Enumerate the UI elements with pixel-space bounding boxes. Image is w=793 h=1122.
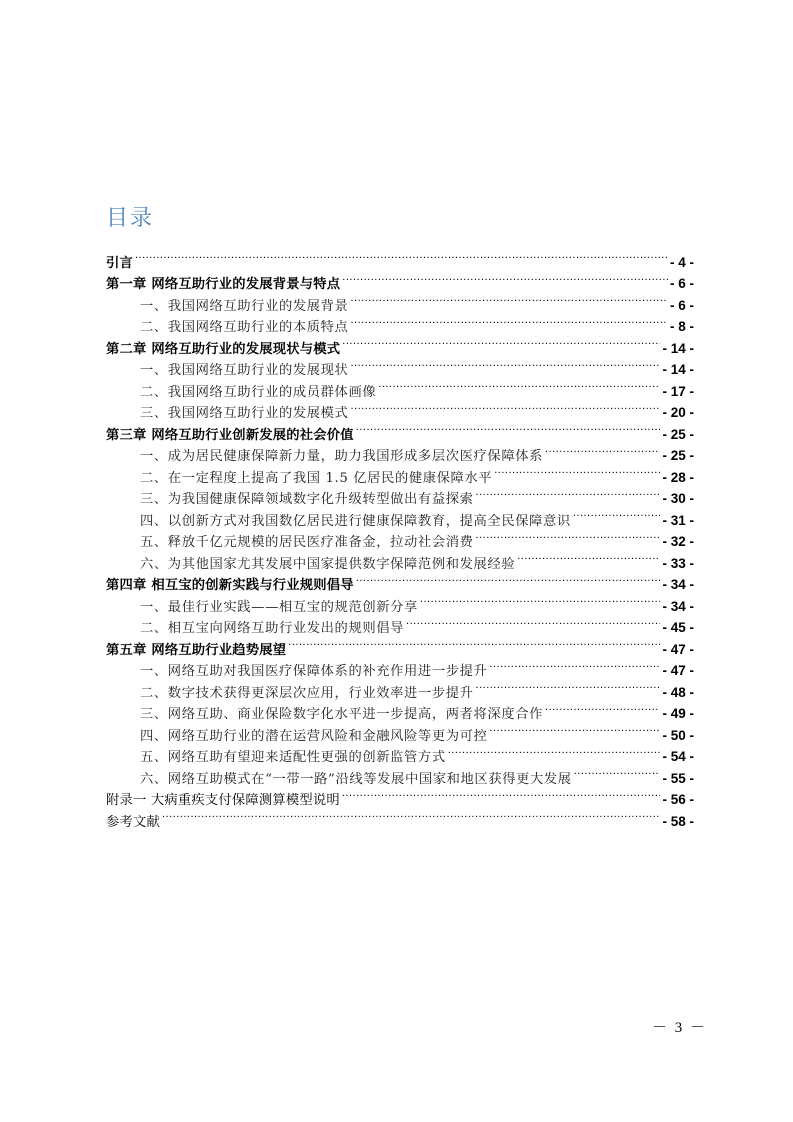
- toc-entry-label: 二、数字技术获得更深层次应用，行业效率进一步提升: [140, 685, 474, 701]
- toc-entry-page: - 25 -: [662, 426, 694, 442]
- toc-entry-label: 五、释放千亿元规模的居民医疗准备金，拉动社会消费: [140, 535, 474, 550]
- toc-entry-page: - 4 -: [669, 254, 694, 270]
- toc-entry-label: 一、我国网络互助行业的发展背景: [140, 298, 349, 314]
- dot-leader: [350, 288, 668, 310]
- toc-entry-page: - 47 -: [662, 641, 694, 657]
- toc-entry-label: 第四章 相互宝的创新实践与行业规则倡导: [106, 578, 354, 593]
- toc-entry-page: - 8 -: [669, 319, 694, 334]
- dot-leader: [356, 417, 661, 439]
- toc-entry-page: - 34 -: [662, 598, 694, 614]
- toc-entry-label: 一、网络互助对我国医疗保障体系的补充作用进一步提升: [140, 664, 488, 679]
- toc-entry-page: - 56 -: [662, 792, 694, 807]
- dot-leader: [378, 374, 660, 396]
- page-number: － 3 －: [652, 1020, 708, 1036]
- toc-entry-label: 四、以创新方式对我国数亿居民进行健康保障教育，提高全民保障意识: [140, 513, 571, 529]
- dot-leader: [135, 245, 668, 267]
- dot-leader: [476, 525, 661, 547]
- toc-entry-label: 第五章 网络互助行业趋势展望: [106, 642, 287, 658]
- dot-leader: [476, 482, 661, 504]
- dot-leader: [545, 697, 660, 719]
- toc-entry-page: - 30 -: [662, 491, 694, 506]
- dot-leader: [350, 310, 668, 332]
- toc-entry-page: - 28 -: [662, 469, 694, 485]
- dot-leader: [350, 396, 660, 418]
- toc-entry-label: 六、网络互助模式在“一带一路”沿线等发展中国家和地区获得更大发展: [140, 771, 572, 787]
- dot-leader: [448, 740, 661, 762]
- toc-entry-label: 参考文献: [106, 814, 160, 830]
- toc-entry-page: - 31 -: [662, 512, 694, 528]
- toc-entry-page: - 6 -: [669, 276, 694, 291]
- dot-leader: [545, 439, 660, 461]
- toc-entry-page: - 25 -: [662, 448, 694, 463]
- toc-entry-page: - 58 -: [662, 813, 694, 829]
- dot-leader: [574, 761, 661, 783]
- toc-entry-page: - 48 -: [662, 684, 694, 700]
- toc-entry-page: - 49 -: [662, 706, 694, 721]
- toc-entry-label: 一、最佳行业实践——相互宝的规范创新分享: [140, 599, 418, 615]
- toc-entry-introduction[interactable]: [106, 245, 694, 271]
- dot-leader: [476, 675, 661, 697]
- toc-entry-page: - 34 -: [662, 577, 694, 592]
- dot-leader: [350, 353, 660, 375]
- table-of-contents: [106, 245, 694, 830]
- toc-entry-page: - 17 -: [662, 383, 694, 399]
- toc-entry-label: 第二章 网络互助行业的发展现状与模式: [106, 341, 341, 357]
- toc-entry-page: - 20 -: [662, 405, 694, 420]
- toc-entry-page: - 14 -: [662, 340, 694, 356]
- toc-entry-label: 一、我国网络互助行业的发展现状: [140, 363, 349, 378]
- toc-entry-label: 六、为其他国家尤其发展中国家提供数字保障范例和发展经验: [140, 556, 516, 572]
- dot-leader: [489, 654, 660, 676]
- dot-leader: [342, 267, 668, 289]
- toc-entry-label: 二、在一定程度上提高了我国 1.5 亿居民的健康保障水平: [140, 470, 493, 486]
- toc-title: 目录: [106, 205, 155, 231]
- toc-entry-label: 附录一 大病重疾支付保障测算模型说明: [106, 793, 340, 808]
- dot-leader: [162, 804, 660, 826]
- toc-entry-label: 三、为我国健康保障领域数字化升级转型做出有益探索: [140, 492, 474, 507]
- toc-entry-page: - 6 -: [669, 297, 694, 313]
- toc-entry-label: 五、网络互助有望迎来适配性更强的创新监管方式: [140, 750, 446, 765]
- toc-entry-label: 四、网络互助行业的潜在运营风险和金融风险等更为可控: [140, 728, 488, 744]
- toc-entry-label: 第三章 网络互助行业创新发展的社会价值: [106, 427, 354, 443]
- dot-leader: [356, 568, 661, 590]
- toc-entry-page: - 45 -: [662, 620, 694, 635]
- dot-leader: [342, 783, 661, 805]
- dot-leader: [573, 503, 661, 525]
- toc-entry-label: 三、网络互助、商业保险数字化水平进一步提高，两者将深度合作: [140, 707, 544, 722]
- dot-leader: [420, 589, 661, 611]
- toc-entry-label: 三、我国网络互助行业的发展模式: [140, 406, 349, 421]
- dot-leader: [342, 331, 660, 353]
- toc-entry-page: - 32 -: [662, 534, 694, 549]
- toc-entry-chapter-1[interactable]: [106, 267, 694, 292]
- toc-entry-label: 第一章 网络互助行业的发展背景与特点: [106, 277, 341, 292]
- dot-leader: [288, 632, 660, 654]
- toc-entry-label: 引言: [106, 255, 133, 271]
- dot-leader: [489, 718, 660, 740]
- dot-leader: [406, 611, 660, 633]
- toc-entry-page: - 14 -: [662, 362, 694, 377]
- toc-entry-page: - 54 -: [662, 749, 694, 764]
- toc-entry-page: - 50 -: [662, 727, 694, 743]
- toc-entry-label: 二、我国网络互助行业的成员群体画像: [140, 384, 377, 400]
- toc-entry-page: - 33 -: [662, 555, 694, 571]
- toc-entry-label: 二、相互宝向网络互助行业发出的规则倡导: [140, 621, 405, 636]
- dot-leader: [517, 546, 660, 568]
- toc-entry-label: 二、我国网络互助行业的本质特点: [140, 320, 349, 335]
- toc-entry-references[interactable]: [106, 804, 694, 830]
- toc-entry-label: 一、成为居民健康保障新力量，助力我国形成多层次医疗保障体系: [140, 449, 544, 464]
- toc-entry-page: - 47 -: [662, 663, 694, 678]
- dot-leader: [494, 460, 660, 482]
- toc-entry-page: - 55 -: [662, 770, 694, 786]
